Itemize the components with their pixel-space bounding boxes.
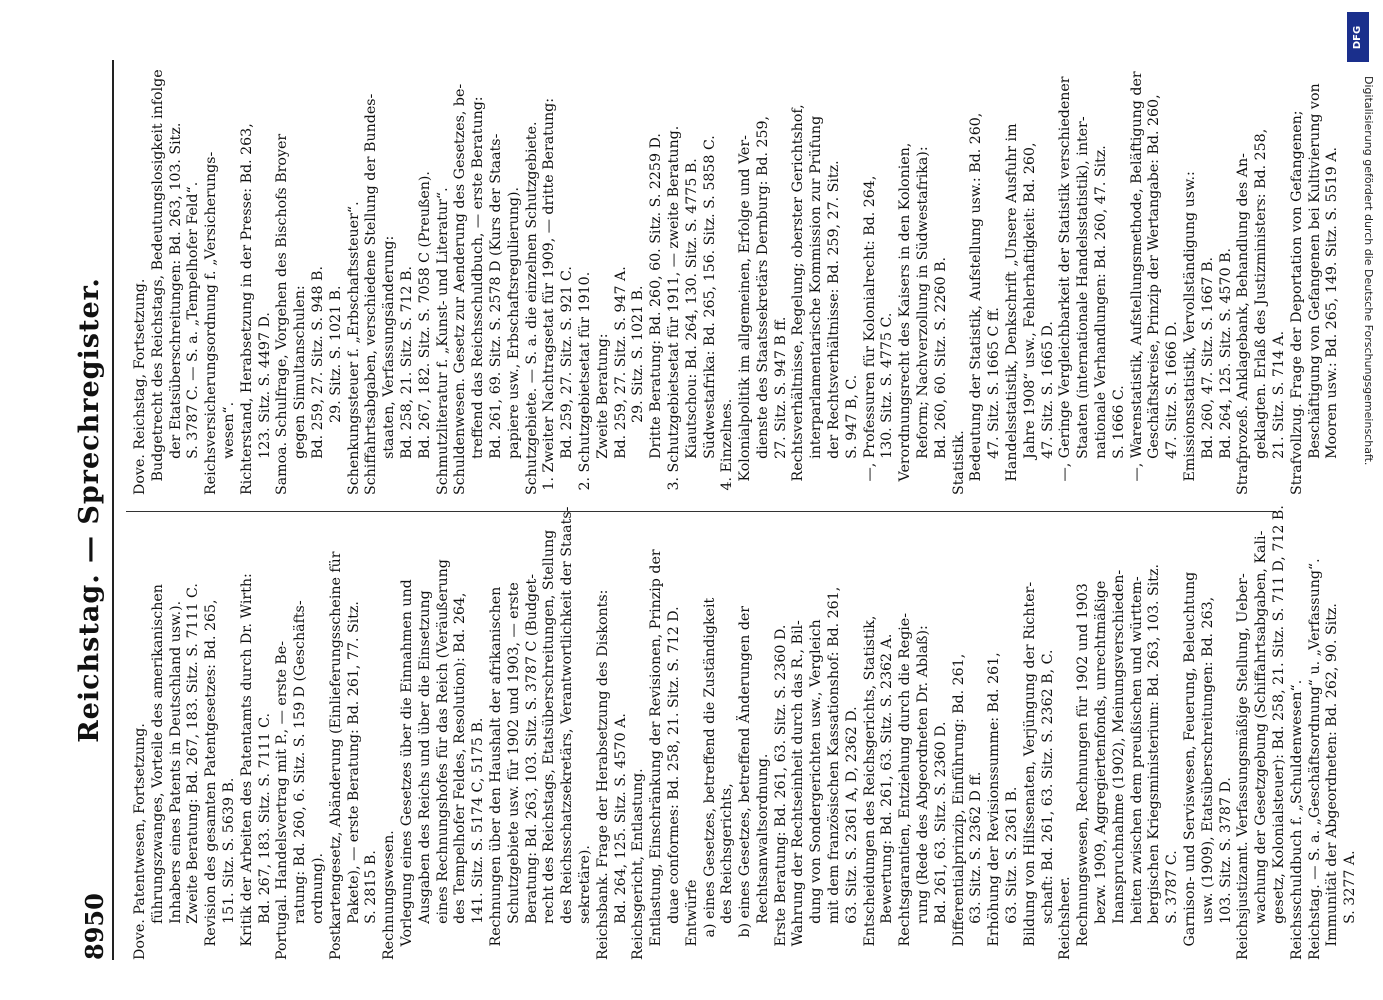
register-line: 4. Einzelnes. [719,398,736,495]
register-line: Mooren usw.: Bd. 265, 149. Sitz. S. 5519 A. [1324,147,1341,495]
register-line: Bedeutung der Statistik, Aufstellung usw.: Bd. 260, [968,112,985,495]
register-line: Rechtsgarantien, Entziehung durch die Regie- [897,613,914,960]
register-line: Zweite Beratung: [594,333,611,495]
register-line: usw. (1909), Etatsüberschreitungen: Bd. 263, [1199,596,1216,960]
register-line: interparlamentarische Kommission zur Prüfung [808,115,825,495]
register-line: Rechnungen über den Haushalt der afrikanischen [487,586,504,960]
register-line: bergischen Kriegsministerium: Bd. 263, 103. Sitz. [1146,564,1163,960]
register-line: wachung der Gesetzgebung (Schiffahrtsabgaben, Kali- [1253,530,1270,960]
register-line: duae conformes: Bd. 258, 21. Sitz. S. 712 D. [665,606,682,960]
register-line: der Etatsüberschreitungen: Bd. 263, 103. Sitz. [167,122,184,495]
register-line: staaten, Verfassungsänderung: [381,235,398,495]
register-line: b) eines Gesetzes, betreffend Änderungen der [737,605,754,960]
register-line: Schiffahrtsabgaben, verschiedene Stellung der Bundes- [363,93,380,495]
digitization-credit: Digitalisierung gefördert durch die Deutsche Forschungsgemeinschaft. [1362,76,1375,466]
register-line: mit dem französischen Kassationshof: Bd. 261, [826,586,843,960]
register-line: S. 3787 C. [1164,850,1181,960]
register-line: eines Rechnungshofes für das Reich (Veräußerung [434,559,451,960]
register-line: recht des Reichstags, Etatsüberschreitungen, Stellung [541,529,558,960]
register-line: 47. Sitz. S. 1665 D. [1039,321,1056,495]
register-line: Pakete), — erste Beratung: Bd. 261, 77. Sitz. [345,601,362,960]
register-line: 141. Sitz. S. 5174 C, 5175 B. [470,717,487,960]
register-line: 21. Sitz. S. 714 A. [1271,330,1287,495]
register-line: Wahrung der Rechtseinheit durch das R., Bil- [790,620,807,960]
dfg-logo: DFG [1347,12,1369,62]
register-line: Südwestafrika: Bd. 265, 156. Sitz. S. 5858 C. [701,135,718,495]
register-line: Garnison- und Serviswesen, Feuerung, Beleuchtung [1182,571,1199,960]
register-line: Reichsschuldbuch f. „Schuldenwesen“. [1288,679,1305,960]
register-line: Immunität der Abgeordneten: Bd. 262, 90. Sitz. [1324,603,1341,960]
register-line: Dritte Beratung: Bd. 260, 60. Sitz. S. 2259 D. [648,133,665,495]
register-line: Differentialprinzip, Einführung: Bd. 261, [950,653,967,960]
register-line: Bd. 261, 69. Sitz. S. 2578 D (Kurs der Staats- [487,133,504,495]
register-line: des Tempelhofer Feldes, Resolution): Bd. 264, [452,592,469,960]
register-line: Strafvollzug. Frage der Deportation von Gefangenen; [1288,110,1305,495]
register-line: Bd. 267, 183. Sitz. S. 7111 C. [256,713,273,960]
register-line: ratung: Bd. 260, 6. Sitz. S. 159 D (Geschäfts- [292,600,309,960]
register-line: Bewertung: Bd. 261, 63. Sitz. S. 2362 A. [879,633,896,960]
register-line: gegen Simultanschulen: [292,285,309,495]
register-line: Samoa. Schulfrage, Vorgehen des Bischofs Broyer [274,133,291,495]
register-line: Reichsjustizamt. Verfassungsmäßige Stellung, Ueber- [1235,573,1252,960]
register-line: Geschäftskreise, Prinzip der Wertangabe: Bd. 260, [1146,94,1163,495]
register-line: 1. Zweiter Nachtragsetat für 1909, — dritte Beratung: [541,97,558,495]
register-line: schaft: Bd. 261, 63. Sitz. S. 2362 B, C. [1039,649,1056,960]
register-line: Vorlegung eines Gesetzes über die Einnahmen und [398,579,415,960]
register-line: des Reichsgerichts, [719,783,736,960]
register-line: Bd. 261, 63. Sitz. S. 2360 D. [932,721,949,960]
register-line: 103. Sitz. S. 3787 D. [1217,777,1234,960]
register-line: Beratung: Bd. 263, 103. Sitz. S. 3787 C (Budget- [523,573,540,960]
register-line: Inhabers eines Patents in Deutschland usw.). [167,600,184,960]
register-line: Kiautschou: Bd. 264, 130. Sitz. S. 4775 B. [683,158,700,495]
register-line: Schmutzliteratur f. „Kunst- und Literatur“. [434,187,451,495]
register-line: Kritik der Arbeiten des Patentamts durch Dr. Wirth: [238,573,255,960]
register-line: Schuldenwesen. Gesetz zur Aenderung des Gesetzes, be- [452,83,469,495]
register-line: 47. Sitz. S. 1666 D. [1164,321,1181,495]
register-line: Reichsheer. [1057,876,1074,960]
register-line: Bd. 267, 182. Sitz. S. 7058 C (Preußen). [416,171,433,495]
register-line: Rechnungswesen. [381,830,398,960]
register-line: 2. Schutzgebietsetat für 1910. [576,271,593,495]
register-line: heiten zwischen dem preußischen und württem- [1128,576,1145,960]
register-line: 130. Sitz. S. 4775 C. [879,312,896,495]
register-line: Strafprozeß. Anklagebank, Behandlung des An- [1235,153,1252,495]
register-line: Dove. Reichstag, Fortsetzung. [132,278,148,495]
register-line: S. 3277 A. [1342,850,1359,960]
register-line: Beschäftigung von Gefangenen bei Kultivierung von [1306,83,1323,495]
register-line: Dove. Patentwesen, Fortsetzung. [132,723,148,960]
register-line: Statistik. [950,430,967,495]
register-line: geklagten. Erlaß des Justizministers: Bd. 258, [1253,128,1270,495]
register-line: Ausgaben des Reichs und über die Einsetzung [416,590,433,960]
register-line: führungszwanges, Vorteile des amerikanischen [149,584,166,960]
register-line: 47. Sitz. S. 1665 C ff. [986,307,1003,495]
register-line: Reform; Nachverzollung in Südwestafrika): [915,146,932,495]
register-line: Schenkungssteuer f. „Erbschaftssteuer“. [345,201,362,495]
register-line: Jahre 1908“ usw., Fehlerhaftigkeit: Bd. 260, [1021,142,1038,495]
register-line: S. 3787 C. — S. a. „Tempelhofer Feld“. [185,181,202,495]
column-divider [126,511,1276,512]
register-line: —, Warenstatistik, Aufstellungsmethode, Beläftigung der [1128,71,1145,495]
register-line: a) eines Gesetzes, betreffend die Zuständigkeit [701,597,718,960]
register-line: Bd. 259, 27. Sitz. S. 948 B. [309,266,326,495]
register-line: Reichsversicherungsordnung f. „Versicherungs- [203,151,220,495]
register-line: Zweite Beratung: Bd. 267, 183. Sitz. S. 7111 C. [185,583,202,960]
register-line: Bd. 258, 21. Sitz. S. 712 B. [398,266,415,495]
register-line: Bd. 259, 27. Sitz. S. 921 C. [559,266,576,495]
register-line: Richterstand, Herabsetzung in der Presse: Bd. 263, [238,123,255,495]
register-line: Verordnungsrecht des Kaisers in den Kolonien, [897,142,914,495]
register-line: gesetz, Kolonialsteuer): Bd. 258, 21. Sitz. S. 711 D, 712 B. [1271,505,1287,960]
register-line: Bd. 264, 125. Sitz. S. 4570 B. [1217,247,1234,495]
register-line: —, Geringe Vergleichbarkeit der Statistik verschiedener [1057,76,1074,495]
register-line: 3. Schutzgebietsetat für 1911, — zweite Beratung. [665,125,682,495]
page-number: 8950 [80,893,109,960]
register-line: 151. Sitz. S. 5639 B. [220,777,237,960]
register-line: S. 1666 C. [1110,385,1127,495]
register-line: der Rechtsverhältnisse: Bd. 259, 27. Sitz. [826,160,843,495]
register-line: 63. Sitz. S. 2362 D ff. [968,771,985,960]
left-column [132,505,1359,960]
register-line: Bildung von Hilfssenaten, Verjüngung der Richter- [1021,581,1038,960]
register-line: dienste des Staatssekretärs Dernburg: Bd. 259, [754,115,771,495]
register-line: Rechtsanwaltsordnung. [754,753,771,960]
register-line: Erste Beratung: Bd. 261, 63. Sitz. S. 2360 D. [772,624,789,960]
register-line: ordnung). [309,852,326,960]
register-line: wesen“. [220,401,237,495]
register-line: Rechtsverhältnisse, Regelung; oberster Gerichtshof, [790,104,807,495]
register-line: Bd. 264, 125. Sitz. S. 4570 A. [612,713,629,960]
register-line: bezw. 1909, Aggregiertenfonds, unrechtmäßige [1093,580,1110,960]
register-line: nationale Verhandlungen: Bd. 260, 47. Sitz. [1093,145,1110,495]
register-line: 63. Sitz. S. 2361 A, D, 2362 D. [843,706,860,960]
register-line: S. 947 B, C. [843,374,860,495]
register-line: rung (Rede des Abgeordneten Dr. Ablaß): [915,625,932,960]
register-line: Bd. 260, 47. Sitz. S. 1667 B. [1199,256,1216,495]
register-page [60,60,1359,960]
register-line: 123. Sitz. S. 4497 D. [256,312,273,495]
register-line: Rechnungswesen, Rechnungen für 1902 und 1903 [1075,583,1092,960]
register-line: Staaten (internationale Handelsstatistik), inter- [1075,116,1092,495]
register-line: 27. Sitz. S. 947 B ff. [772,316,789,495]
register-line: dung von Sondergerichten usw., Vergleich [808,619,825,960]
register-line: Entlastung, Einschränkung der Revisionen, Prinzip der [648,549,665,960]
register-line: —, Professuren für Kolonialrecht: Bd. 264, [861,175,878,495]
register-line: Handelsstatistik, Denkschrift „Unsere Ausfuhr im [1004,123,1021,495]
register-line: Budgetrecht des Reichstags, Bedeutungslosigkeit infolge [149,69,166,495]
page-header [60,60,114,960]
register-line: Entwürfe [683,879,700,960]
register-line: Inanspruchnahme (1902), Meinungsverschieden- [1110,569,1127,960]
register-line: Emissionsstatistik, Vervollständigung usw.: [1182,171,1199,495]
register-line: Portugal. Handelsvertrag mit P., — erste Be- [274,640,291,960]
register-line: 29. Sitz. S. 1021 B. [327,285,344,495]
register-line: Entscheidungen des Reichsgerichts, Statistik, [861,615,878,960]
register-line: 29. Sitz. S. 1021 B. [630,285,647,495]
register-line: papiere usw., Erbschaftsregulierung). [505,186,522,495]
register-line: Schutzgebiete. — S. a. die einzelnen Schutzgebiete. [523,121,540,495]
register-line: treffend das Reichsschuldbuch, — erste Beratung: [470,96,487,495]
register-line: Bd. 260, 60. Sitz. S. 2260 B. [932,256,949,495]
register-line: Reichsgericht, Entlastung. [630,768,647,960]
register-line: S. 2815 B. [363,850,380,960]
register-line: sekretäre). [576,845,593,960]
register-line: Reichsbank. Frage der Herabsetzung des Diskonts: [594,589,611,960]
register-line: 63. Sitz. S. 2361 B. [1004,786,1021,960]
register-line: Reichstag. — S. a. „Geschäftsordnung“ u. „Verfassung“. [1306,558,1323,960]
register-line: Kolonialpolitik im allgemeinen, Erfolge und Ver- [737,135,754,495]
register-line: Postkartengesetz, Abänderung (Einlieferungsscheine für [327,551,344,960]
right-column [132,60,1341,495]
register-line: Schutzgebiete usw. für 1902 und 1903, — erste [505,582,522,960]
register-line: Erhöhung der Revisionssumme: Bd. 261, [986,652,1003,960]
register-line: Revision des gesamten Patentgesetzes: Bd. 265, [203,599,220,960]
header-title: Reichstag. — Sprechregister. [74,277,105,743]
register-line: des Reichsschatzsekretärs, Verantwortlichkeit der Staats- [559,506,576,960]
register-line: Bd. 259, 27. Sitz. S. 947 A. [612,266,629,495]
